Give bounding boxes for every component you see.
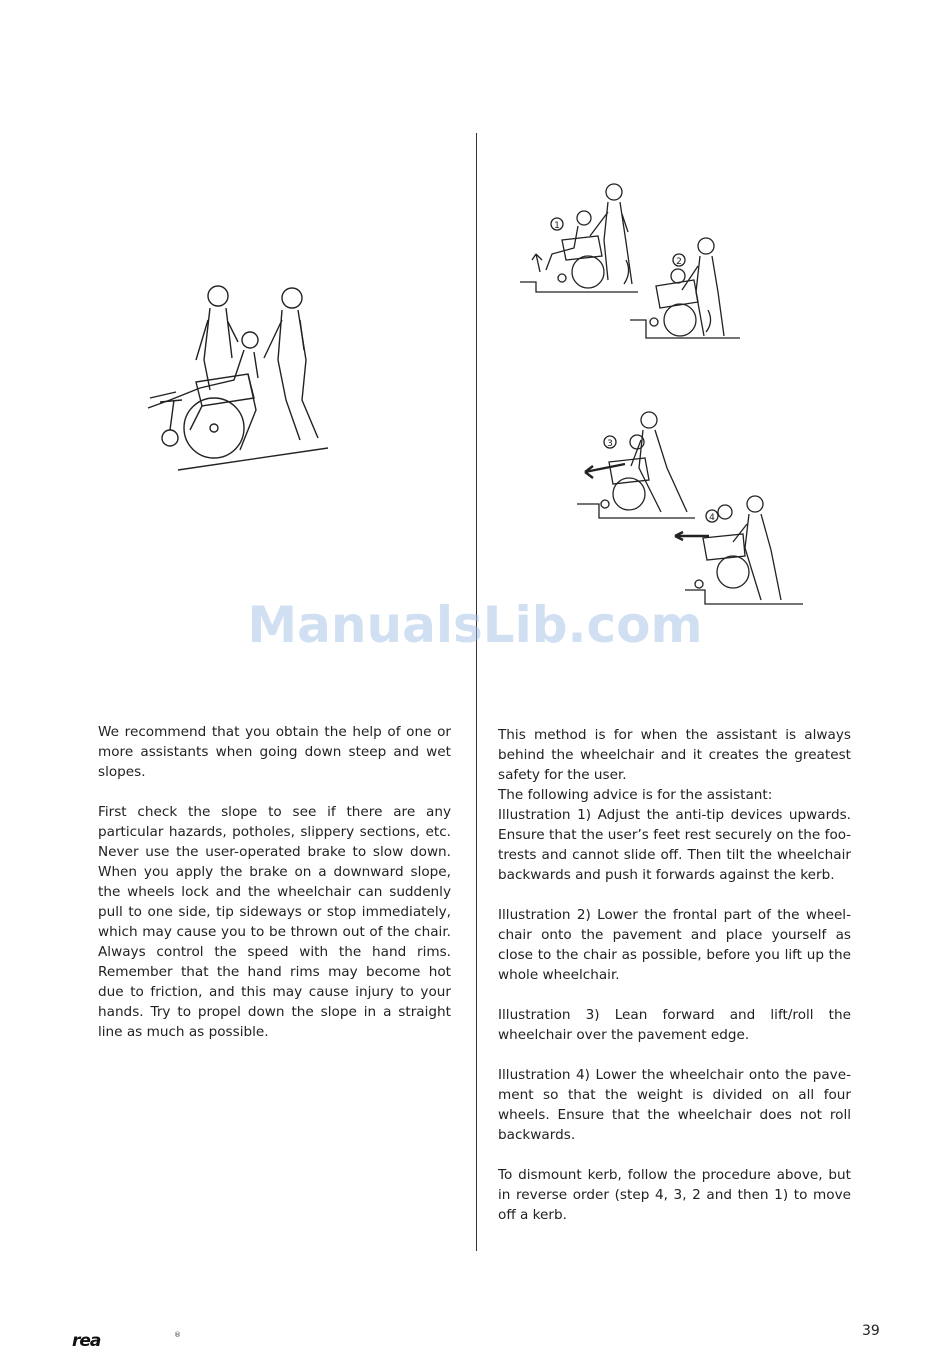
step-2-label: 2 [676, 257, 682, 267]
rea-logo: rea [72, 1331, 101, 1351]
step-4-label: 4 [709, 513, 715, 523]
page-number: 39 [862, 1323, 880, 1339]
kerb-steps-1-2-illustration [518, 180, 743, 348]
left-column-text [98, 722, 451, 1062]
column-divider [476, 133, 477, 1251]
step-3-label: 3 [607, 439, 613, 449]
watermark: ManualsLib.com [247, 596, 703, 654]
illustration-2-paragraph: Illustration 2) Lower the frontal part of the wheelchair onto the pavement and place yourself as close to the chair as possible, before you lift up the whole wheelchair. [498, 907, 851, 983]
slope-safety-paragraph: First check the slope to see if there are any particular hazards, potholes, slippery sections, etc. Never use the user-operated brake to slow down. When you apply the brake on a downward slope, the wheels lock and the wheelchair can suddenly pull to one side, tip sideways or stop immediately, which may cause you to be thrown out of the chair. Always control the speed with the hand rims. Remember that the hand rims may become hot due to friction, and this may cause injury to your hands. Try to propel down the slope in a straight line as much as possible. [98, 804, 451, 1040]
kerb-steps-3-4-illustration [575, 408, 807, 608]
illustration-3-paragraph: Illustration 3) Lean forward and lift/roll the wheelchair over the pavement edge. [498, 1007, 851, 1043]
assistant-advice-heading: The following advice is for the assistant: [498, 787, 773, 803]
right-column-text [498, 725, 851, 1245]
step-1-label: 1 [554, 221, 560, 231]
registered-mark: ® [174, 1331, 181, 1339]
slope-intro-paragraph: We recommend that you obtain the help of one or more assistants when going down steep and wet slopes. [98, 724, 451, 780]
illustration-4-paragraph: Illustration 4) Lower the wheelchair onto the pavement so that the weight is divided on all four wheels. Ensure that the wheelchair does not roll backwards. [498, 1067, 851, 1143]
dismount-kerb-paragraph: To dismount kerb, follow the procedure above, but in reverse order (step 4, 3, 2 and then 1) to move off a kerb. [498, 1167, 851, 1223]
illustration-1-paragraph: Illustration 1) Adjust the anti-tip devices upwards. Ensure that the user’s feet rest securely on the footrests and cannot slide off. Then tilt the wheelchair backwards and push it forwards against the kerb. [498, 807, 851, 883]
slope-descent-illustration [130, 280, 330, 475]
kerb-method-paragraph: This method is for when the assistant is always behind the wheelchair and it creates the greatest safety for the user. [498, 727, 851, 783]
